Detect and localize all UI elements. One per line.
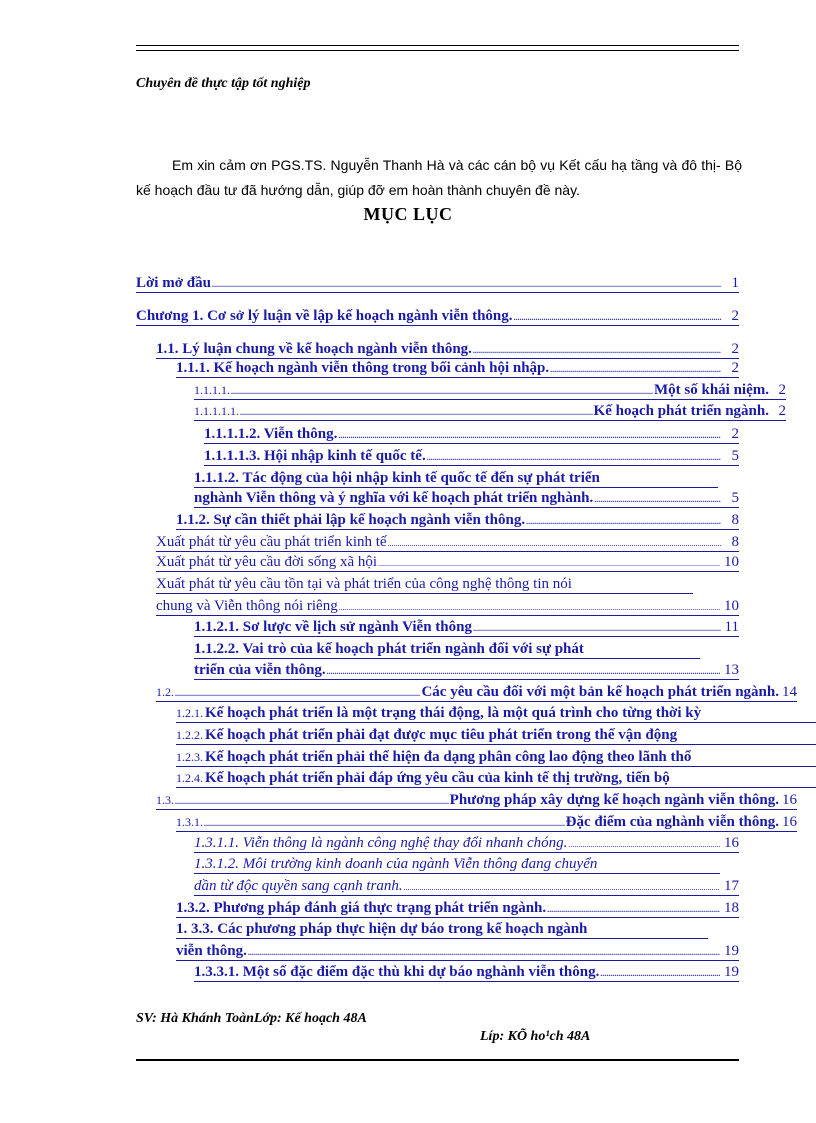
toc-entry-title: 1.3.3.1. Một số đặc điểm đặc thù khi dự báo nghành viễn thông. — [194, 964, 600, 980]
toc-entry-number: 1.2.3. — [176, 750, 203, 764]
toc-entry-title: 1.3.2. Phương pháp đánh giá thực trạng phát triển ngành. — [176, 900, 547, 916]
toc-entry-title: Xuất phát từ yêu cầu đời sống xã hội — [156, 554, 378, 570]
document-header: Chuyên đề thực tập tốt nghiệp — [136, 76, 311, 91]
toc-leader-dots — [204, 820, 565, 828]
toc-leader-dots — [338, 432, 721, 440]
toc-page-number: 14 — [782, 684, 797, 700]
toc-entry[interactable] — [194, 402, 786, 421]
acknowledgement-paragraph: Em xin cảm ơn PGS.TS. Nguyễn Thanh Hà và các cán bộ vụ Kết cấu hạ tầng và đô thị- Bộ kế hoạch đầu tư đã hướng dẫn, giúp đỡ em hoàn thành chuyên đề này. — [136, 157, 742, 198]
toc-entry[interactable] — [156, 340, 739, 359]
toc-entry-title: dần từ độc quyền sang cạnh tranh. — [194, 878, 403, 894]
toc-entry-number: 1.3.1. — [176, 815, 203, 829]
toc-entry[interactable] — [194, 834, 739, 853]
toc-leader-dots — [248, 949, 720, 957]
toc-entry[interactable] — [176, 748, 816, 767]
toc-entry-title: 1.3.1.2. Môi trường kinh doanh của ngành Viễn thông đang chuyển — [194, 856, 598, 872]
toc-entry-title: Chương 1. Cơ sở lý luận về lập kế hoạch ngành viễn thông. — [136, 308, 513, 324]
toc-entry-number: 1.2. — [156, 685, 174, 699]
toc-leader-dots — [427, 454, 721, 462]
toc-entry-title: 1.1.2.1. Sơ lược về lịch sử ngành Viễn thông — [194, 619, 472, 635]
toc-page-number: 17 — [724, 878, 739, 894]
toc-page-number: 16 — [782, 792, 797, 808]
toc-entry-title: Kế hoạch phát triển phải thể hiện đa dạng phân công lao động theo lãnh thổ — [205, 749, 692, 765]
toc-entry[interactable] — [136, 307, 739, 326]
toc-page-number: 10 — [724, 598, 739, 614]
toc-entry-number: 1.1.1.1.1. — [194, 404, 239, 418]
toc-entry-title: Kế hoạch phát triển ngành. — [593, 403, 769, 419]
toc-entry-title: 1.1.1. Kế hoạch ngành viễn thông trong bối cảnh hội nhập. — [176, 360, 550, 376]
toc-entry[interactable] — [156, 533, 739, 552]
toc-entry-title: Kế hoạch phát triển phải đạt được mục tiêu phát triển trong thế vận động — [205, 727, 678, 743]
toc-leader-dots — [175, 798, 449, 806]
toc-entry[interactable] — [176, 813, 797, 832]
toc-leader-dots — [550, 366, 721, 374]
toc-entry-number: 1.3. — [156, 793, 174, 807]
toc-entry[interactable] — [194, 381, 786, 400]
toc-entry-title: chung và Viễn thông nói riêng — [156, 598, 338, 614]
toc-entry-title: 1.1. Lý luận chung về kế hoạch ngành viễn thông. — [156, 341, 472, 357]
toc-page-number: 11 — [724, 619, 739, 635]
toc-leader-dots — [388, 540, 721, 548]
toc-page-number: 8 — [731, 534, 739, 550]
toc-entry[interactable] — [156, 791, 797, 810]
toc-page-number: 5 — [731, 490, 739, 506]
toc-page-number: 2 — [731, 341, 739, 357]
toc-leader-dots — [240, 409, 593, 417]
toc-page-number: 16 — [724, 835, 739, 851]
toc-entry-title: Lời mở đầu — [136, 275, 211, 291]
toc-entry[interactable] — [176, 942, 739, 961]
toc-entry[interactable] — [176, 769, 816, 788]
toc-page-number: 19 — [724, 964, 739, 980]
toc-entry[interactable] — [194, 489, 739, 508]
toc-page-number: 16 — [782, 814, 797, 830]
toc-entry-title: Một số khái niệm. — [653, 382, 769, 398]
toc-entry-title: Phương pháp xây dựng kế hoạch ngành viễn thông. — [449, 792, 779, 808]
toc-entry[interactable] — [156, 575, 693, 594]
toc-entry-title: 1.1.2.2. Vai trò của kế hoạch phát triển ngành đối với sự phát — [194, 641, 584, 657]
toc-page-number: 18 — [724, 900, 739, 916]
toc-entry[interactable] — [176, 920, 708, 939]
toc-entry-title: Kế hoạch phát triển phải đáp ứng yêu cầu của kinh tế thị trường, tiến bộ — [205, 770, 670, 786]
toc-entry-title: 1.1.1.1.3. Hội nhập kinh tế quốc tế. — [204, 448, 426, 464]
toc-entry-title: 1.3.1.1. Viễn thông là ngành công nghệ thay đổi nhanh chóng. — [194, 835, 568, 851]
toc-leader-dots — [212, 281, 721, 289]
toc-page-number: 10 — [724, 554, 739, 570]
toc-leader-dots — [547, 906, 720, 914]
toc-entry-number: 1.2.1. — [176, 706, 203, 720]
footer-student: SV: Hà Khánh ToànLớp: Kế hoạch 48A — [136, 1011, 367, 1026]
toc-page-number: 2 — [778, 382, 786, 398]
toc-entry-title: 1. 3.3. Các phương pháp thực hiện dự báo trong kế hoạch ngành — [176, 921, 588, 937]
toc-leader-dots — [339, 604, 720, 612]
toc-entry[interactable] — [204, 447, 739, 466]
toc-entry[interactable] — [194, 640, 700, 659]
toc-entry[interactable] — [176, 899, 739, 918]
toc-entry[interactable] — [194, 618, 739, 637]
footer-class: Líp: KÕ ho¹ch 48A — [480, 1029, 591, 1044]
toc-entry-title: nghành Viễn thông và ý nghĩa với kế hoạch phát triển nghành. — [194, 490, 594, 506]
toc-entry-title: Xuất phát từ yêu cầu tồn tại và phát triển của công nghệ thông tin nói — [156, 576, 572, 592]
toc-leader-dots — [514, 314, 721, 322]
toc-entry[interactable] — [156, 683, 797, 702]
toc-leader-dots — [378, 560, 720, 568]
toc-page-number: 1 — [731, 275, 739, 291]
toc-page-number: 13 — [724, 662, 739, 678]
toc-entry-title: 1.1.2. Sự cần thiết phải lập kế hoạch ngành viễn thông. — [176, 512, 526, 528]
toc-entry[interactable] — [194, 855, 720, 874]
toc-entry-title: Xuất phát từ yêu cầu phát triển kinh tế — [156, 534, 387, 550]
toc-entry-title: 1.1.1.1.2. Viễn thông. — [204, 426, 338, 442]
toc-entry-title: triển của viễn thông. — [194, 662, 326, 678]
toc-heading: MỤC LỤC — [363, 204, 453, 224]
toc-leader-dots — [473, 625, 721, 633]
toc-entry[interactable] — [194, 661, 739, 680]
toc-leader-dots — [526, 518, 721, 526]
toc-leader-dots — [600, 970, 720, 978]
toc-page-number: 19 — [724, 943, 739, 959]
toc-entry[interactable] — [176, 511, 739, 530]
toc-entry-title: Kế hoạch phát triển là một trạng thái động, là một quá trình cho từng thời kỳ — [205, 705, 702, 721]
toc-entry[interactable] — [194, 469, 718, 488]
toc-entry[interactable] — [194, 877, 739, 896]
footer-rule — [136, 1059, 739, 1061]
toc-entry[interactable] — [156, 597, 739, 616]
toc-entry[interactable] — [156, 553, 739, 572]
toc-page-number: 5 — [731, 448, 739, 464]
toc-page-number: 2 — [731, 426, 739, 442]
toc-entry[interactable] — [204, 425, 739, 444]
toc-page-number: 8 — [731, 512, 739, 528]
toc-entry[interactable] — [176, 726, 816, 745]
toc-entry-title: viễn thông. — [176, 943, 247, 959]
toc-entry-number: 1.2.4. — [176, 771, 203, 785]
toc-leader-dots — [568, 841, 720, 849]
toc-leader-dots — [175, 690, 420, 698]
toc-entry-number: 1.1.1.1. — [194, 383, 230, 397]
toc-leader-dots — [594, 496, 721, 504]
toc-leader-dots — [404, 884, 720, 892]
toc-page-number: 2 — [731, 360, 739, 376]
toc-leader-dots — [327, 668, 720, 676]
toc-entry[interactable] — [194, 963, 739, 982]
toc-entry[interactable] — [176, 359, 739, 378]
toc-entry-title: 1.1.1.2. Tác động của hội nhập kinh tế quốc tế đến sự phát triển — [194, 470, 600, 486]
toc-entry[interactable] — [176, 704, 816, 723]
toc-entry[interactable] — [136, 274, 739, 293]
toc-entry-number: 1.2.2. — [176, 728, 203, 742]
toc-leader-dots — [473, 347, 721, 355]
toc-leader-dots — [231, 388, 653, 396]
toc-entry-title: Đặc điểm của nghành viễn thông. — [565, 814, 779, 830]
toc-page-number: 2 — [778, 403, 786, 419]
toc-page-number: 2 — [731, 308, 739, 324]
toc-entry-title: Các yêu cầu đối với một bản kế hoạch phát triển ngành. — [421, 684, 779, 700]
